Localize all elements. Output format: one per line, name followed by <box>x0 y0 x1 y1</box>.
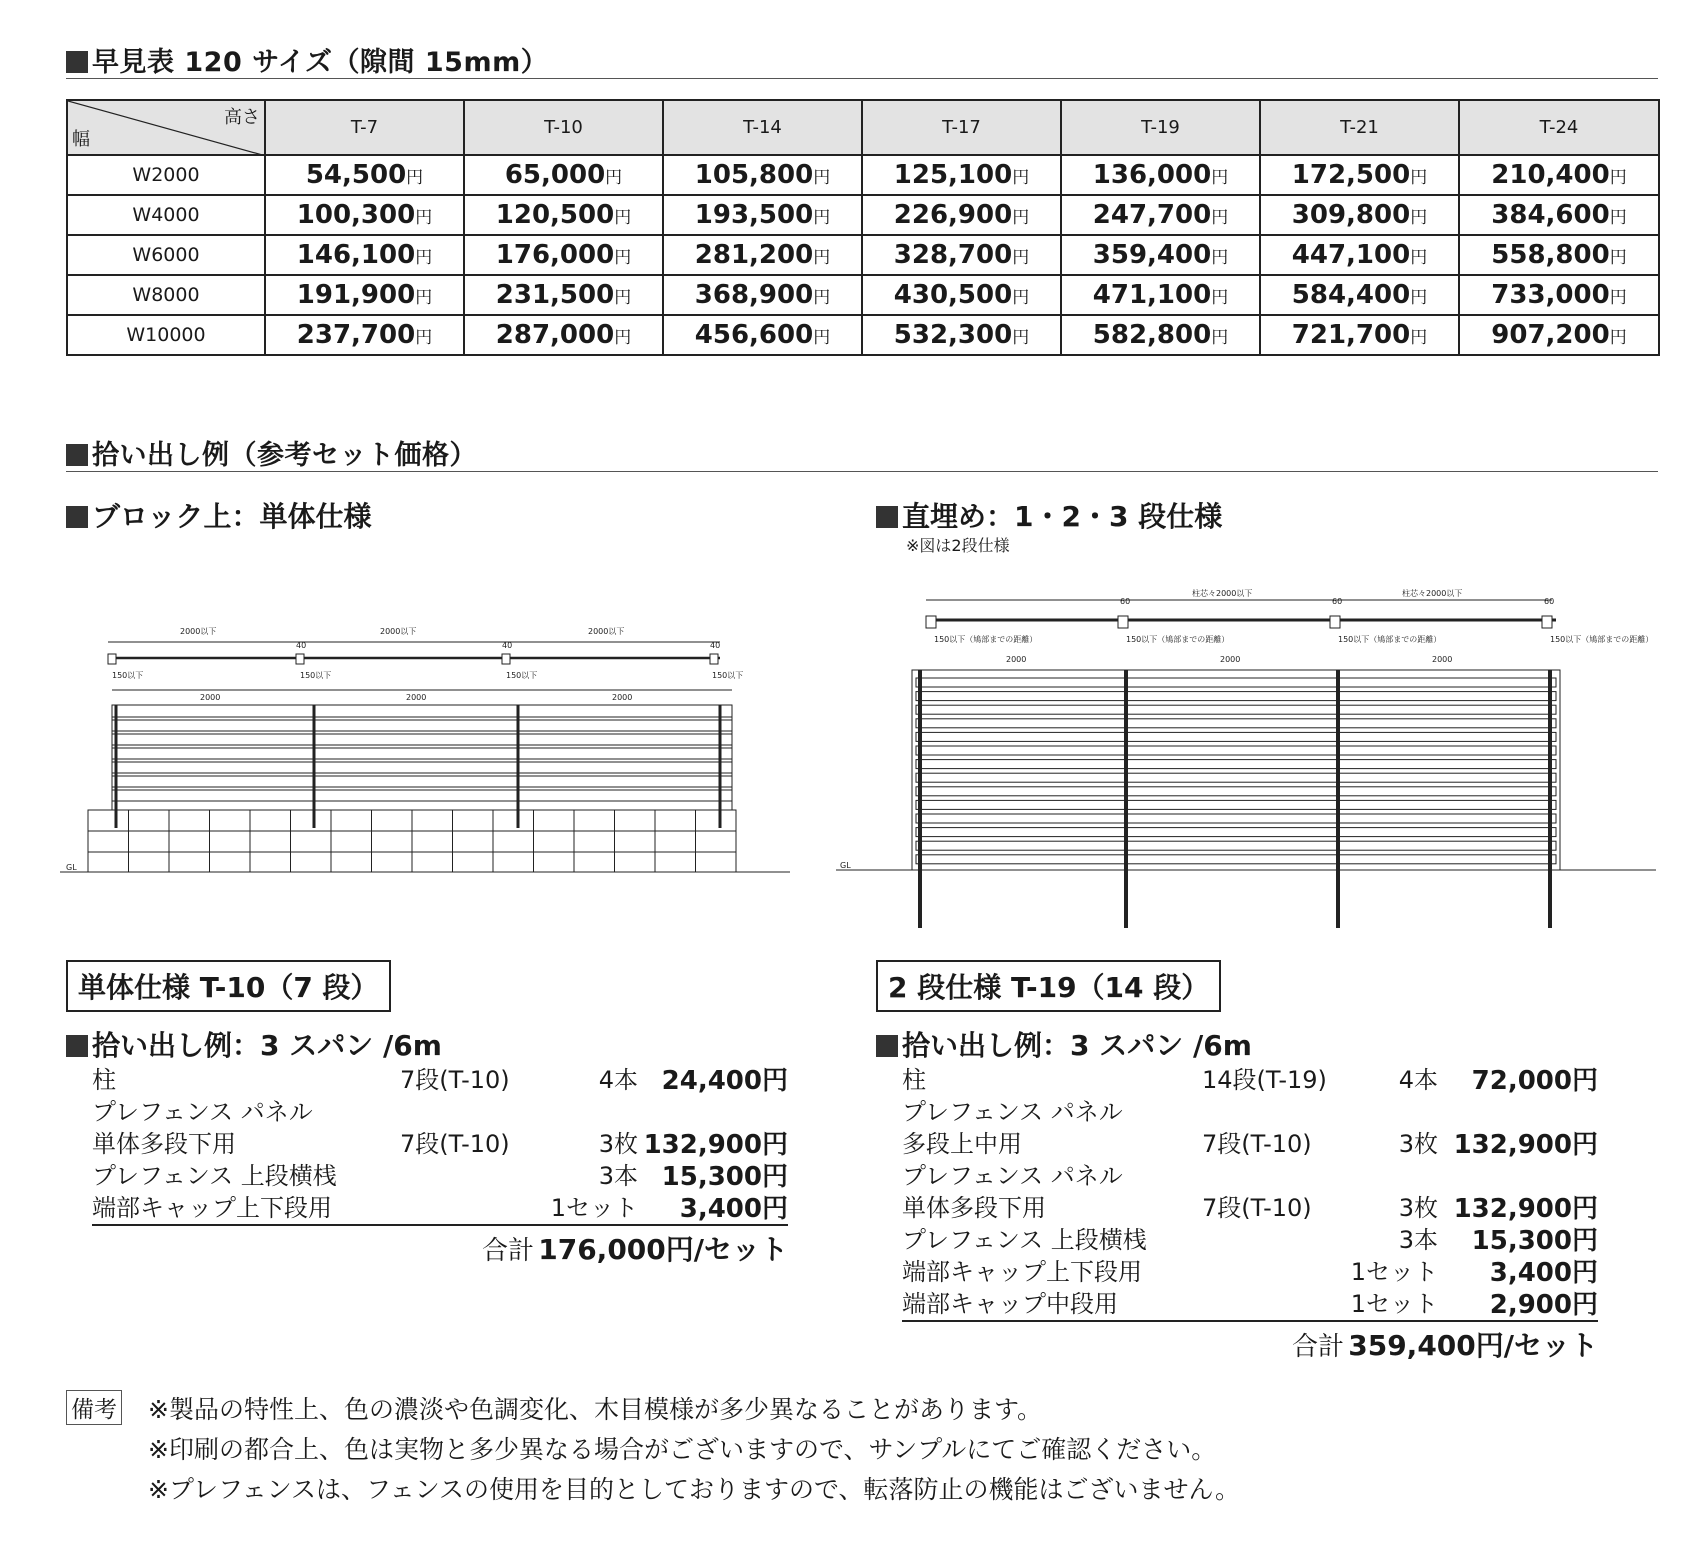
yen-unit: 円 <box>1211 168 1229 188</box>
yen-unit: 円 <box>1012 288 1030 308</box>
bom-item <box>92 1188 788 1224</box>
block-fence-drawing <box>60 620 800 880</box>
table-row <box>67 235 1659 275</box>
price-cell <box>265 195 464 235</box>
bom-item <box>92 1156 788 1192</box>
offset-label: 150以下 <box>300 671 332 680</box>
square-bullet-icon <box>66 506 88 528</box>
row-label: W8000 <box>67 275 265 315</box>
bom-item <box>902 1284 1598 1320</box>
yen-unit: 円 <box>1410 248 1428 268</box>
bom-item <box>902 1188 1598 1224</box>
yen-unit: 円 <box>1211 208 1229 228</box>
price-value: 907,200 <box>1491 320 1610 350</box>
price-value: 384,600 <box>1491 200 1610 230</box>
price-value: 105,800 <box>694 160 814 190</box>
item-name: 端部キャップ中段用 <box>902 1290 1118 1318</box>
span-dim-label: 2000以下 <box>180 627 217 636</box>
yen-unit: 円 <box>1012 328 1030 348</box>
span-dim-label: 柱芯々2000以下 <box>1192 589 1253 598</box>
price-value: 146,100 <box>296 240 416 270</box>
yen-unit: 円 <box>614 328 632 348</box>
item-price: 132,900円 <box>1453 1194 1598 1224</box>
price-cell <box>862 155 1061 195</box>
bom-item <box>902 1220 1598 1256</box>
price-cell <box>464 235 663 275</box>
fence-slat <box>916 855 1556 864</box>
left-list-title-text: 拾い出し例：3 スパン /6m <box>92 1029 442 1062</box>
item-spec: 7段(T-10) <box>1202 1194 1312 1222</box>
item-name: 柱 <box>902 1066 926 1094</box>
price-value: 328,700 <box>893 240 1013 270</box>
table-row <box>67 155 1659 195</box>
left-heading <box>66 495 371 535</box>
remarks-label: 備考 <box>66 1390 122 1425</box>
post-width-label: 40 <box>502 641 513 650</box>
price-cell <box>1061 195 1260 235</box>
item-qty: 3本 <box>598 1162 638 1190</box>
panel-width-label: 2000 <box>406 693 427 702</box>
price-value: 471,100 <box>1092 280 1212 310</box>
price-cell <box>1459 195 1659 235</box>
panel-width-label: 2000 <box>1220 655 1241 664</box>
price-cell <box>1459 155 1659 195</box>
left-heading-text: ブロック上：単体仕様 <box>92 500 372 533</box>
item-price: 15,300円 <box>661 1162 788 1192</box>
yen-unit: 円 <box>1410 168 1428 188</box>
price-cell <box>862 195 1061 235</box>
column-header: T-21 <box>1260 100 1459 155</box>
offset-label: 150以下（鳩部までの距離） <box>1550 635 1654 644</box>
buried-fence-drawing <box>836 588 1656 928</box>
yen-unit: 円 <box>1012 208 1030 228</box>
price-value: 125,100 <box>893 160 1013 190</box>
fence-slat <box>916 787 1556 796</box>
offset-label: 150以下 <box>506 671 538 680</box>
fence-slat <box>916 705 1556 714</box>
column-header: T-24 <box>1459 100 1659 155</box>
bom-item <box>92 1060 788 1096</box>
price-value: 54,500 <box>305 160 407 190</box>
yen-unit: 円 <box>415 288 433 308</box>
item-qty: 4本 <box>1398 1066 1438 1094</box>
price-value: 176,000 <box>495 240 615 270</box>
item-name: プレフェンス パネル <box>902 1162 1123 1190</box>
price-value: 558,800 <box>1491 240 1610 270</box>
price-cell <box>1260 235 1459 275</box>
price-cell <box>1061 155 1260 195</box>
item-spec: 7段(T-10) <box>400 1066 510 1094</box>
yen-unit: 円 <box>614 288 632 308</box>
yen-unit: 円 <box>614 208 632 228</box>
panel-width-label: 2000 <box>1432 655 1453 664</box>
price-cell <box>265 235 464 275</box>
span-dim-label: 2000以下 <box>588 627 625 636</box>
price-cell <box>1459 275 1659 315</box>
quick-table-title <box>66 40 548 79</box>
item-price: 132,900円 <box>1453 1130 1598 1160</box>
item-name: プレフェンス 上段横桟 <box>902 1226 1147 1254</box>
fence-slat <box>916 800 1556 809</box>
example-section-title <box>66 433 477 472</box>
price-value: 226,900 <box>893 200 1013 230</box>
column-header: T-14 <box>663 100 862 155</box>
yen-unit: 円 <box>1410 288 1428 308</box>
bom-item <box>902 1092 1598 1124</box>
item-spec: 14段(T-19) <box>1202 1066 1327 1094</box>
price-value: 584,400 <box>1291 280 1411 310</box>
item-price: 72,000円 <box>1471 1066 1598 1096</box>
total-label: 合計 <box>482 1236 535 1266</box>
yen-unit: 円 <box>813 168 831 188</box>
span-dim-label: 柱芯々2000以下 <box>1402 589 1463 598</box>
row-label: W6000 <box>67 235 265 275</box>
item-qty: 4本 <box>598 1066 638 1094</box>
item-qty: 1セット <box>1350 1290 1438 1318</box>
example-title-text: 拾い出し例（参考セット価格） <box>92 440 477 471</box>
span-dim-label: 2000以下 <box>380 627 417 636</box>
remark-line: ※製品の特性上、色の濃淡や色調変化、木目模様が多少異なることがあります。 <box>148 1395 1042 1424</box>
item-name: プレフェンス パネル <box>92 1098 313 1126</box>
item-qty: 3枚 <box>1398 1194 1438 1222</box>
yen-unit: 円 <box>406 168 424 188</box>
fence-slat <box>916 746 1556 755</box>
price-value: 281,200 <box>694 240 814 270</box>
table-row <box>67 195 1659 235</box>
table-corner-header <box>67 100 265 155</box>
right-spec-box: 2 段仕様 T-19（14 段） <box>876 960 1221 1012</box>
fence-slat <box>916 814 1556 823</box>
yen-unit: 円 <box>415 328 433 348</box>
column-header: T-19 <box>1061 100 1260 155</box>
price-value: 237,700 <box>296 320 416 350</box>
divider <box>66 78 1658 79</box>
price-value: 210,400 <box>1491 160 1610 190</box>
column-header: T-17 <box>862 100 1061 155</box>
bom-item <box>902 1124 1598 1160</box>
yen-unit: 円 <box>1609 248 1627 268</box>
price-cell <box>862 315 1061 355</box>
price-value: 582,800 <box>1092 320 1212 350</box>
price-value: 65,000 <box>504 160 606 190</box>
right-total-row <box>902 1320 1598 1360</box>
right-heading <box>876 495 1222 535</box>
price-cell <box>1260 275 1459 315</box>
table-row <box>67 275 1659 315</box>
price-value: 247,700 <box>1092 200 1212 230</box>
fence-slat <box>916 828 1556 837</box>
price-cell <box>1061 235 1260 275</box>
gl-label: GL <box>840 861 851 870</box>
panel-width-label: 2000 <box>200 693 221 702</box>
remark-line: ※印刷の都合上、色は実物と多少異なる場合がございますので、サンプルにてご確認ください。 <box>148 1435 1217 1464</box>
square-bullet-icon <box>66 1035 88 1057</box>
yen-unit: 円 <box>1211 288 1229 308</box>
yen-unit: 円 <box>1609 168 1627 188</box>
total-value: 176,000円/セット <box>538 1233 788 1266</box>
item-spec: 7段(T-10) <box>1202 1130 1312 1158</box>
yen-unit: 円 <box>1609 328 1627 348</box>
right-heading-text: 直埋め：1・2・3 段仕様 <box>902 500 1223 533</box>
price-value: 193,500 <box>694 200 814 230</box>
yen-unit: 円 <box>1609 208 1627 228</box>
yen-unit: 円 <box>605 168 623 188</box>
price-cell <box>862 275 1061 315</box>
yen-unit: 円 <box>813 328 831 348</box>
fence-slat <box>916 692 1556 701</box>
fence-slat <box>916 678 1556 687</box>
price-value: 120,500 <box>495 200 615 230</box>
item-name: プレフェンス 上段横桟 <box>92 1162 337 1190</box>
price-cell <box>1260 155 1459 195</box>
post-width-label: 40 <box>296 641 307 650</box>
price-value: 136,000 <box>1092 160 1212 190</box>
price-cell <box>265 315 464 355</box>
price-cell <box>1459 315 1659 355</box>
yen-unit: 円 <box>1609 288 1627 308</box>
left-list-title <box>66 1024 442 1064</box>
yen-unit: 円 <box>1012 168 1030 188</box>
item-qty: 3枚 <box>598 1130 638 1158</box>
gl-label: GL <box>66 863 77 872</box>
row-label: W10000 <box>67 315 265 355</box>
price-cell <box>265 275 464 315</box>
square-bullet-icon <box>66 444 88 466</box>
fence-slat <box>916 841 1556 850</box>
panel-width-label: 2000 <box>1006 655 1027 664</box>
left-total-row <box>92 1224 788 1264</box>
panel-width-label: 2000 <box>612 693 633 702</box>
price-cell <box>663 315 862 355</box>
left-bom-list <box>92 1060 788 1264</box>
fence-slat <box>916 760 1556 769</box>
price-value: 733,000 <box>1491 280 1610 310</box>
item-qty: 1セット <box>550 1194 638 1222</box>
post-width-label: 40 <box>710 641 721 650</box>
corner-height-label: 高さ <box>224 107 260 128</box>
price-cell <box>1260 195 1459 235</box>
square-bullet-icon <box>876 506 898 528</box>
price-table <box>66 99 1660 356</box>
price-value: 368,900 <box>694 280 814 310</box>
divider <box>66 471 1658 472</box>
square-bullet-icon <box>876 1035 898 1057</box>
quick-price-table <box>66 99 1660 356</box>
item-name: 柱 <box>92 1066 116 1094</box>
item-name: プレフェンス パネル <box>902 1098 1123 1126</box>
price-cell <box>464 315 663 355</box>
price-cell <box>663 275 862 315</box>
offset-label: 150以下 <box>712 671 744 680</box>
corner-width-label: 幅 <box>72 129 90 150</box>
price-cell <box>1260 315 1459 355</box>
post-width-label: 60 <box>1332 597 1343 606</box>
price-cell <box>265 155 464 195</box>
yen-unit: 円 <box>1410 328 1428 348</box>
price-cell <box>464 155 663 195</box>
row-label: W4000 <box>67 195 265 235</box>
column-header: T-7 <box>265 100 464 155</box>
price-cell <box>464 275 663 315</box>
item-price: 3,400円 <box>1489 1258 1598 1288</box>
item-price: 24,400円 <box>661 1066 788 1096</box>
yen-unit: 円 <box>614 248 632 268</box>
remark-line: ※プレフェンスは、フェンスの使用を目的としておりますので、転落防止の機能はございません。 <box>148 1475 1240 1504</box>
price-value: 430,500 <box>893 280 1013 310</box>
offset-label: 150以下（鳩部までの距離） <box>1126 635 1230 644</box>
item-name: 多段上中用 <box>902 1130 1022 1158</box>
right-sub-note: ※図は2段仕様 <box>906 536 1010 555</box>
post-width-label: 60 <box>1544 597 1555 606</box>
price-value: 231,500 <box>495 280 615 310</box>
price-cell <box>663 155 862 195</box>
price-value: 287,000 <box>495 320 615 350</box>
yen-unit: 円 <box>813 208 831 228</box>
quick-table-title-text: 早見表 120 サイズ（隙間 15mm） <box>92 47 549 78</box>
fence-slat <box>916 773 1556 782</box>
yen-unit: 円 <box>1211 248 1229 268</box>
price-cell <box>1459 235 1659 275</box>
item-price: 3,400円 <box>679 1194 788 1224</box>
price-value: 172,500 <box>1291 160 1411 190</box>
price-value: 100,300 <box>296 200 416 230</box>
yen-unit: 円 <box>1211 328 1229 348</box>
table-row <box>67 315 1659 355</box>
price-value: 447,100 <box>1291 240 1411 270</box>
bom-item <box>92 1124 788 1160</box>
price-value: 191,900 <box>296 280 416 310</box>
bom-item <box>902 1060 1598 1096</box>
right-list-title-text: 拾い出し例：3 スパン /6m <box>902 1029 1252 1062</box>
square-bullet-icon <box>66 51 88 73</box>
price-cell <box>862 235 1061 275</box>
item-qty: 3本 <box>1398 1226 1438 1254</box>
item-name: 端部キャップ上下段用 <box>92 1194 332 1222</box>
total-label: 合計 <box>1292 1332 1345 1362</box>
item-qty: 1セット <box>1350 1258 1438 1286</box>
bom-item <box>902 1252 1598 1288</box>
right-bom-list <box>902 1060 1598 1360</box>
price-cell <box>663 235 862 275</box>
item-spec: 7段(T-10) <box>400 1130 510 1158</box>
price-value: 721,700 <box>1291 320 1411 350</box>
yen-unit: 円 <box>813 288 831 308</box>
price-cell <box>1061 315 1260 355</box>
item-price: 132,900円 <box>643 1130 788 1160</box>
price-value: 532,300 <box>893 320 1013 350</box>
bom-item <box>92 1092 788 1124</box>
fence-slat <box>916 719 1556 728</box>
yen-unit: 円 <box>1410 208 1428 228</box>
offset-label: 150以下 <box>112 671 144 680</box>
price-value: 309,800 <box>1291 200 1411 230</box>
offset-label: 150以下（鳩部までの距離） <box>1338 635 1442 644</box>
price-cell <box>663 195 862 235</box>
offset-label: 150以下（鳩部までの距離） <box>934 635 1038 644</box>
price-cell <box>1061 275 1260 315</box>
item-name: 単体多段下用 <box>92 1130 236 1158</box>
price-value: 359,400 <box>1092 240 1212 270</box>
total-value: 359,400円/セット <box>1348 1329 1598 1362</box>
item-price: 2,900円 <box>1489 1290 1598 1320</box>
yen-unit: 円 <box>813 248 831 268</box>
item-name: 単体多段下用 <box>902 1194 1046 1222</box>
item-name: 端部キャップ上下段用 <box>902 1258 1142 1286</box>
item-price: 15,300円 <box>1471 1226 1598 1256</box>
item-qty: 3枚 <box>1398 1130 1438 1158</box>
fence-slat <box>916 732 1556 741</box>
yen-unit: 円 <box>415 208 433 228</box>
price-cell <box>464 195 663 235</box>
yen-unit: 円 <box>1012 248 1030 268</box>
left-spec-box: 単体仕様 T-10（7 段） <box>66 960 391 1012</box>
yen-unit: 円 <box>415 248 433 268</box>
column-header: T-10 <box>464 100 663 155</box>
right-list-title <box>876 1024 1252 1064</box>
row-label: W2000 <box>67 155 265 195</box>
bom-item <box>902 1156 1598 1188</box>
price-value: 456,600 <box>694 320 814 350</box>
post-width-label: 60 <box>1120 597 1131 606</box>
